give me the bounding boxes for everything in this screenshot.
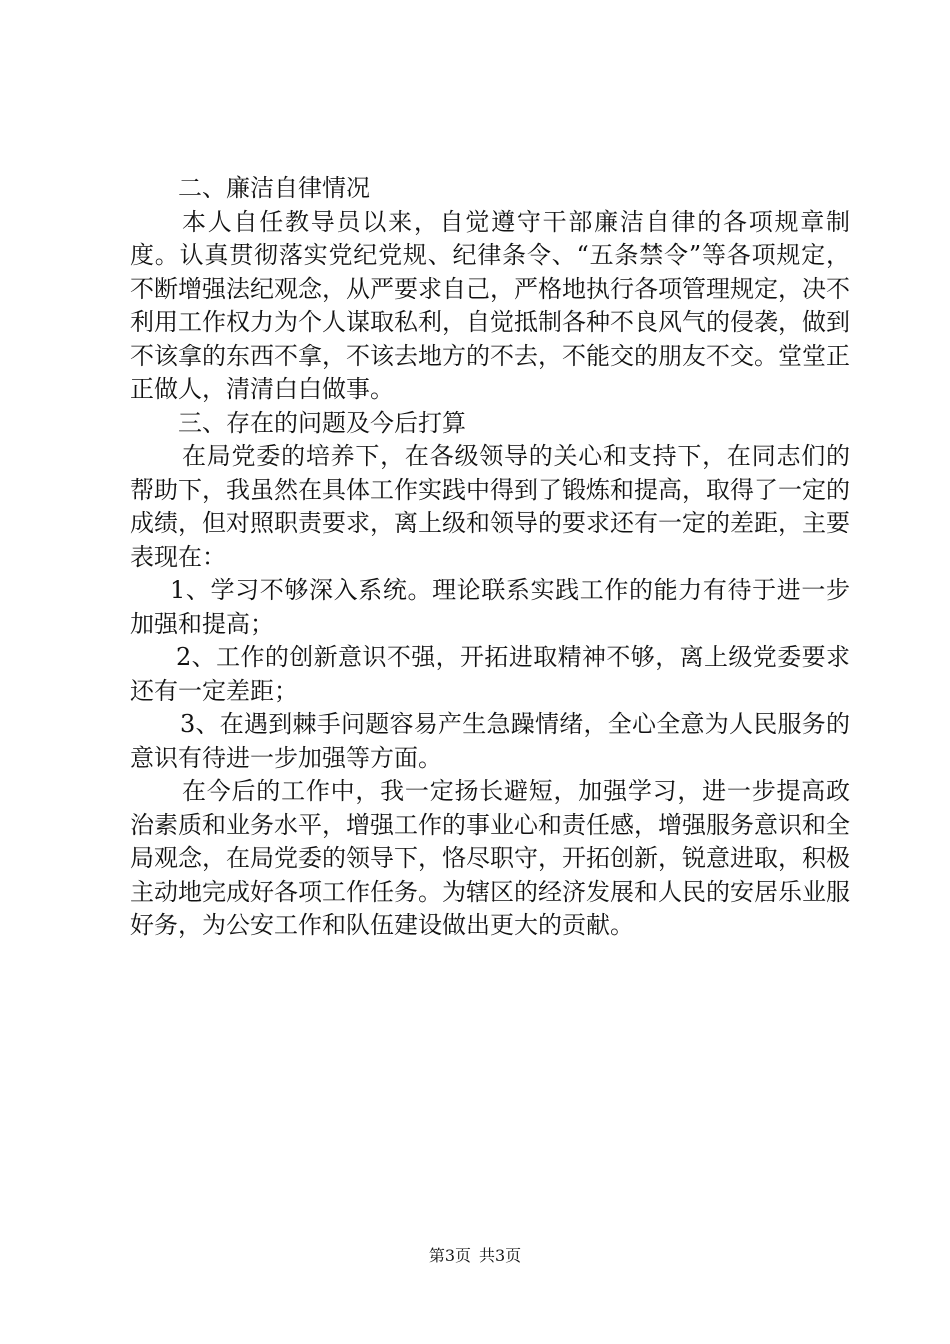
page-footer	[0, 1243, 950, 1266]
section-heading-problems: 三、存在的问题及今后打算	[178, 408, 466, 437]
paragraph-problems-intro: 在局党委的培养下，在各级领导的关心和支持下，在同志们的帮助下，我虽然在具体工作实践中得到了锻炼和提高，取得了一定的成绩，但对照职责要求，离上级和领导的要求还有一定的差距，主要表现在：	[130, 442, 850, 571]
paragraph-future-plans: 在今后的工作中，我一定扬长避短，加强学习，进一步提高政治素质和业务水平，增强工作的事业心和责任感，增强服务意识和全局观念，在局党委的领导下，恪尽职守，开拓创新，锐意进取，积极主动地完成好各项工作任务。为辖区的经济发展和人民的安居乐业服好务，为公安工作和队伍建设做出更大的贡献。	[130, 777, 850, 939]
page-number-current: 第3页	[428, 1246, 471, 1265]
list-item: 3、在遇到棘手问题容易产生急躁情绪，全心全意为人民服务的意识有待进一步加强等方面。	[130, 710, 850, 772]
section-heading-integrity: 二、廉洁自律情况	[178, 174, 370, 202]
paragraph-integrity: 本人自任教导员以来，自觉遵守干部廉洁自律的各项规章制度。认真贯彻落实党纪党规、纪律条令、“五条禁令”等各项规定，不断增强法纪观念，从严要求自己，严格地执行各项管理规定，决不利用工作权力为个人谋取私利，自觉抵制各种不良风气的侵袭，做到不该拿的东西不拿，不该去地方的不去，不能交的朋友不交。堂堂正正做人，清清白白做事。	[130, 207, 850, 403]
document-body	[130, 172, 850, 943]
page-number-total: 共3页	[479, 1246, 522, 1265]
list-item: 2、工作的创新意识不强，开拓进取精神不够，离上级党委要求还有一定差距；	[130, 643, 850, 705]
list-item: 1、学习不够深入系统。理论联系实践工作的能力有待于进一步加强和提高；	[130, 576, 850, 638]
